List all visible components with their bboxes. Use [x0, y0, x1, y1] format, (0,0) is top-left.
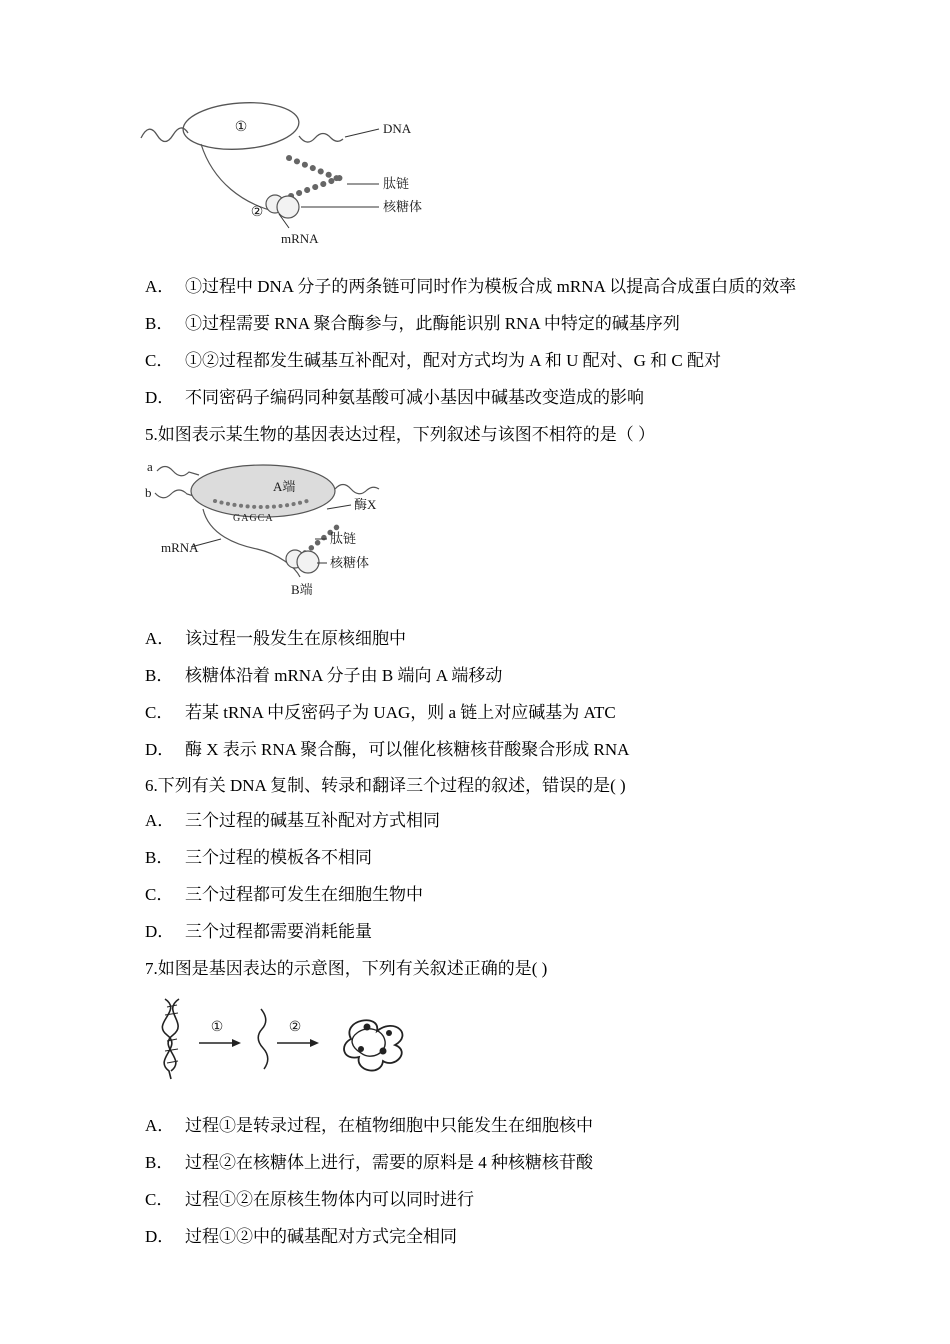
- q7-option-a: [145, 1115, 860, 1138]
- option-text: 三个过程的模板各不相同: [185, 848, 372, 868]
- q6-option-d: [145, 921, 860, 944]
- enzyme-label: 酶X: [354, 496, 377, 512]
- mrna-strand: [201, 144, 277, 212]
- mrna-label: mRNA: [281, 231, 319, 246]
- mrna-label: mRNA: [161, 539, 199, 555]
- option-text: 过程①②在原核生物体内可以同时进行: [185, 1189, 474, 1209]
- q7-option-b: [145, 1152, 860, 1175]
- arrow2-head: [310, 1039, 319, 1047]
- dna-strand-right: [335, 484, 379, 493]
- q5-option-d: [145, 739, 860, 762]
- transcription-bubble: [191, 465, 335, 517]
- option-letter: D．: [145, 739, 175, 759]
- option-letter: A．: [145, 277, 175, 296]
- protein-blob: [344, 1020, 402, 1070]
- step1-label: ①: [210, 1020, 224, 1036]
- option-text: 三个过程的碱基互补配对方式相同: [185, 811, 440, 831]
- option-letter: A．: [145, 628, 175, 648]
- option-letter: C．: [145, 885, 174, 905]
- option-text: 不同密码子编码同种氨基酸可减小基因中碱基改变造成的影响: [185, 387, 644, 407]
- option-letter: D．: [145, 1226, 175, 1246]
- peptide-chain-upper: [289, 158, 341, 180]
- option-letter: B．: [145, 313, 174, 333]
- peptide-label: 肽链: [330, 530, 357, 546]
- q6-option-c: [145, 884, 860, 907]
- strand-b-label: b: [145, 484, 152, 500]
- peptide-label: 肽链: [383, 176, 410, 191]
- q5-option-c: [145, 702, 860, 725]
- option-letter: C．: [145, 1189, 174, 1209]
- q5-option-a: [145, 628, 860, 651]
- a-end-label: A端: [273, 478, 296, 494]
- option-text: 该过程一般发生在原核细胞中: [185, 628, 406, 648]
- b-end-label: B端: [291, 581, 313, 597]
- option-letter: C．: [145, 350, 174, 370]
- step1-label: ①: [234, 120, 248, 135]
- q5-stem: 5.如图表示某生物的基因表达过程，下列叙述与该图不相符的是（ ）: [145, 424, 655, 444]
- strand-a-label: a: [147, 458, 153, 474]
- dna-helix: [162, 999, 179, 1079]
- step2-label: ②: [288, 1020, 302, 1036]
- q6-options: [145, 810, 860, 944]
- option-text: 过程①是转录过程，在植物细胞中只能发生在细胞核中: [185, 1116, 593, 1136]
- option-text: 酶 X 表示 RNA 聚合酶，可以催化核糖核苷酸聚合形成 RNA: [185, 739, 630, 759]
- step2-label: ②: [250, 205, 264, 220]
- rna-squiggle: [258, 1009, 268, 1069]
- dna-strand-right: [299, 134, 343, 143]
- option-text: 三个过程都需要消耗能量: [185, 922, 372, 942]
- option-text: 若某 tRNA 中反密码子为 UAG，则 a 链上对应碱基为 ATC: [185, 702, 616, 722]
- q4-transcription-translation-figure: [139, 96, 479, 254]
- option-text: 过程②在核糖体上进行，需要的原料是 4 种核糖核苷酸: [185, 1153, 593, 1172]
- q4-option-b: [145, 313, 860, 336]
- enzyme-pointer-line: [327, 505, 351, 509]
- ribosome-large-subunit: [297, 551, 319, 573]
- option-letter: B．: [145, 665, 174, 685]
- option-letter: B．: [145, 848, 174, 868]
- option-text: ①过程需要 RNA 聚合酶参与，此酶能识别 RNA 中特定的碱基序列: [185, 313, 680, 333]
- ribosome-label: 核糖体: [330, 554, 370, 570]
- q7-option-c: [145, 1189, 860, 1212]
- q4-options: [145, 276, 860, 410]
- question-4-block: [145, 96, 860, 410]
- option-letter: A．: [145, 1116, 175, 1136]
- dna-label: DNA: [383, 121, 412, 136]
- q7-gene-expression-schematic-figure: [145, 993, 435, 1085]
- q7-stem: 7.如图是基因表达的示意图，下列有关叙述正确的是( ): [145, 959, 548, 979]
- option-text: ①过程中 DNA 分子的两条链可同时作为模板合成 mRNA 以提高合成蛋白质的效率: [185, 277, 797, 296]
- option-letter: B．: [145, 1153, 174, 1172]
- q5-option-b: [145, 665, 860, 688]
- q4-option-d: [145, 387, 860, 410]
- dna-pointer-line: [345, 129, 379, 137]
- q6-stem: 6.下列有关 DNA 复制、转录和翻译三个过程的叙述，错误的是( ): [145, 776, 626, 796]
- option-letter: D．: [145, 922, 175, 942]
- q4-option-c: [145, 350, 860, 373]
- option-text: 三个过程都可发生在细胞生物中: [185, 885, 423, 905]
- ribosome-label: 核糖体: [383, 199, 423, 214]
- question-7-block: [145, 958, 860, 1249]
- option-letter: D．: [145, 387, 175, 407]
- option-text: ①②过程都发生碱基互补配对，配对方式均为 A 和 U 配对、G 和 C 配对: [185, 350, 721, 370]
- q6-option-b: [145, 847, 860, 870]
- dna-strand-left: [141, 128, 188, 142]
- q7-options: [145, 1115, 860, 1249]
- q7-option-d: [145, 1226, 860, 1249]
- question-5-block: [145, 424, 860, 762]
- q4-option-a: [145, 276, 860, 299]
- option-text: 过程①②中的碱基配对方式完全相同: [185, 1226, 457, 1246]
- peptide-chain-lower: [291, 176, 345, 196]
- arrow1-head: [232, 1039, 241, 1047]
- q6-option-a: [145, 810, 860, 833]
- dna-strand-a: [157, 466, 199, 475]
- option-text: 核糖体沿着 mRNA 分子由 B 端向 A 端移动: [185, 665, 503, 685]
- q5-gene-expression-figure: [145, 459, 490, 604]
- q5-options: [145, 628, 860, 762]
- option-letter: C．: [145, 702, 174, 722]
- option-letter: A．: [145, 811, 175, 831]
- base-sequence-label: GAGCA: [233, 512, 274, 524]
- ribosome-large-subunit: [277, 196, 299, 218]
- question-6-block: [145, 775, 860, 944]
